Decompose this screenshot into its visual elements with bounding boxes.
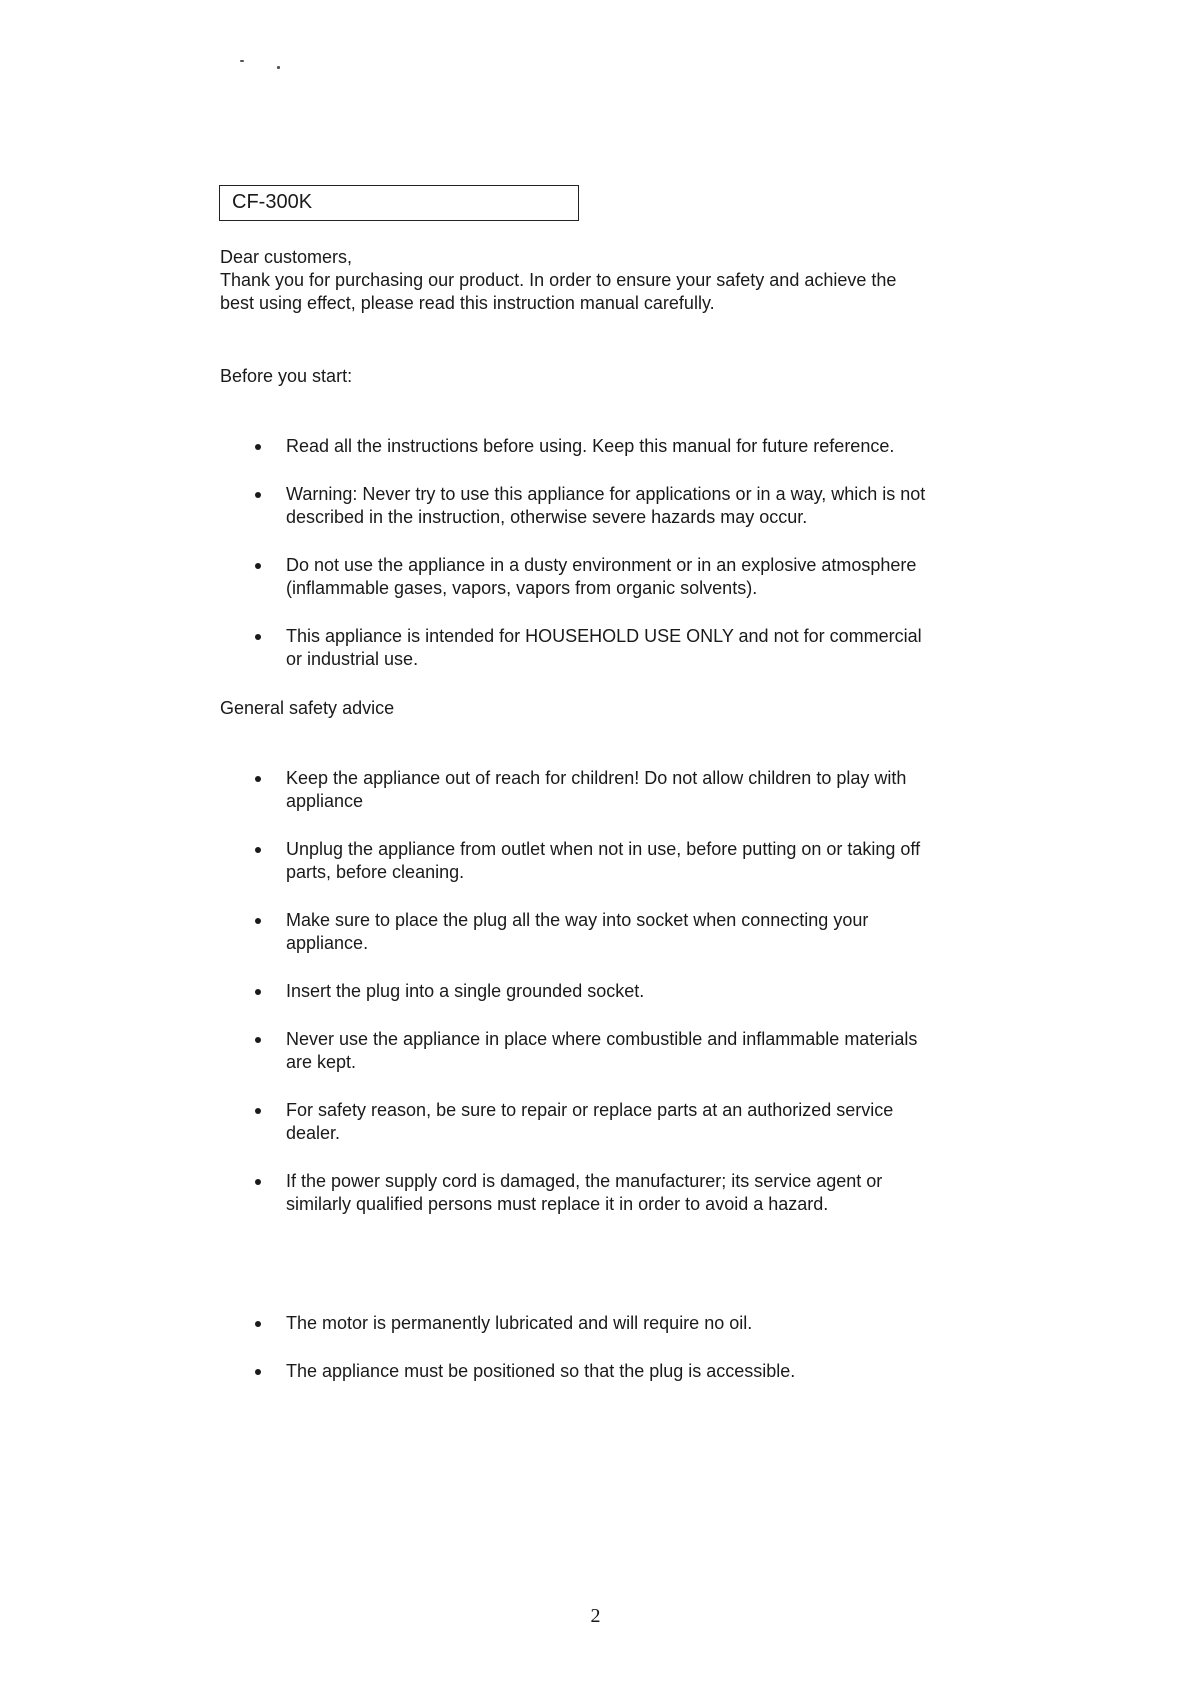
list-item-text: appliance: [286, 791, 364, 811]
bullet-icon: [255, 1037, 261, 1043]
list-item-text: described in the instruction, otherwise severe hazards may occur.: [286, 507, 808, 527]
bullet-icon: [255, 989, 261, 995]
list-item-text: Unplug the appliance from outlet when not in use, before putting on or taking off: [286, 839, 921, 859]
list-item-text: dealer.: [286, 1123, 341, 1143]
list-item-text: Do not use the appliance in a dusty environment or in an explosive atmosphere: [286, 555, 917, 575]
list-item-text: This appliance is intended for HOUSEHOLD USE ONLY and not for commercial: [286, 626, 922, 646]
list-item-text: similarly qualified persons must replace it in order to avoid a hazard.: [286, 1194, 829, 1214]
list-item-text: The motor is permanently lubricated and will require no oil.: [286, 1313, 753, 1333]
intro-line-1: Thank you for purchasing our product. In order to ensure your safety and achieve the: [220, 270, 897, 290]
model-label: CF-300K: [232, 191, 313, 213]
list-item-text: The appliance must be positioned so that the plug is accessible.: [286, 1361, 796, 1381]
bullet-icon: [255, 563, 261, 569]
general-safety-heading: General safety advice: [220, 698, 395, 718]
list-item-text: Keep the appliance out of reach for children! Do not allow children to play with: [286, 768, 907, 788]
intro-line-2: best using effect, please read this instruction manual carefully.: [220, 293, 715, 313]
list-item-text: parts, before cleaning.: [286, 862, 465, 882]
list-item-text: Never use the appliance in place where combustible and inflammable materials: [286, 1029, 918, 1049]
list-item-text: appliance.: [286, 933, 369, 953]
bullet-icon: [255, 492, 261, 498]
list-item-text: For safety reason, be sure to repair or replace parts at an authorized service: [286, 1100, 894, 1120]
before-you-start-heading: Before you start:: [220, 366, 353, 386]
greeting: Dear customers,: [220, 247, 353, 267]
bullet-icon: [255, 918, 261, 924]
list-item-text: are kept.: [286, 1052, 357, 1072]
model-label-box: [219, 185, 579, 221]
list-item-text: Make sure to place the plug all the way into socket when connecting your: [286, 910, 869, 930]
page-number: 2: [590, 1605, 601, 1627]
list-item-text: (inflammable gases, vapors, vapors from organic solvents).: [286, 578, 758, 598]
list-item-text: or industrial use.: [286, 649, 419, 669]
bullet-icon: [255, 1179, 261, 1185]
bullet-icon: [255, 776, 261, 782]
list-item-text: If the power supply cord is damaged, the manufacturer; its service agent or: [286, 1171, 883, 1191]
bullet-icon: [255, 847, 261, 853]
list-item-text: Warning: Never try to use this appliance for applications or in a way, which is not: [286, 484, 926, 504]
list-item-text: Read all the instructions before using. Keep this manual for future reference.: [286, 436, 895, 456]
bullet-icon: [255, 1108, 261, 1114]
bullet-icon: [255, 1321, 261, 1327]
list-item-text: Insert the plug into a single grounded socket.: [286, 981, 645, 1001]
bullet-icon: [255, 1369, 261, 1375]
scan-specks: [240, 58, 290, 72]
bullet-icon: [255, 634, 261, 640]
bullet-icon: [255, 444, 261, 450]
